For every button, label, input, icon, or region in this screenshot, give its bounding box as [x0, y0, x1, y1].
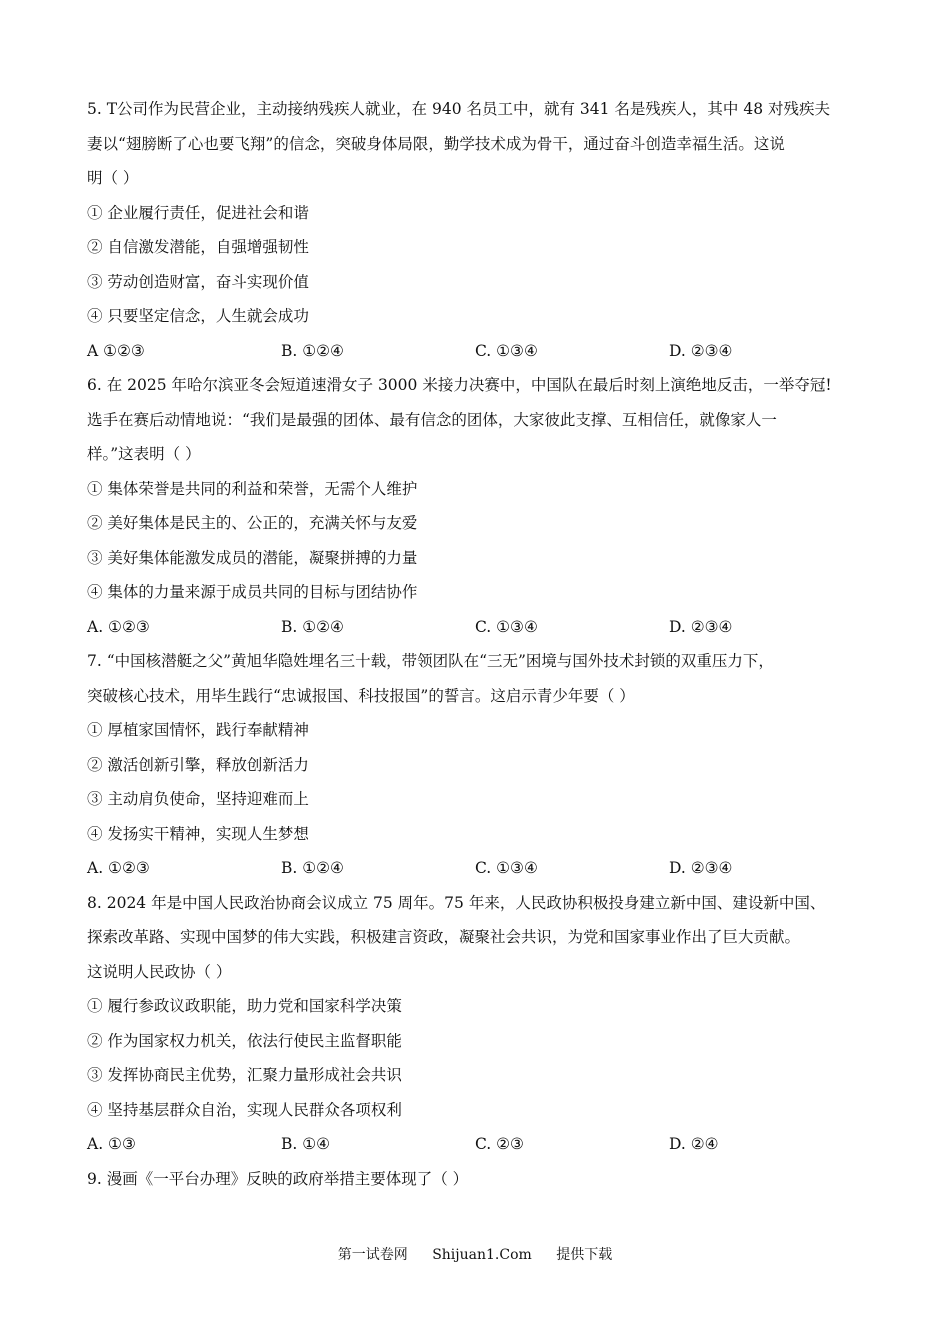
question-9: [87, 1162, 862, 1197]
choice-d[interactable]: D. ②③④: [669, 341, 733, 360]
question-stem-line: 5. T公司作为民营企业，主动接纳残疾人就业，在 940 名员工中，就有 341 名是残疾人，其中 48 对残疾夫: [87, 100, 831, 118]
option-4: ④ 集体的力量来源于成员共同的目标与团结协作: [87, 583, 418, 601]
option-3: ③ 美好集体能激发成员的潜能，凝聚拼搏的力量: [87, 548, 418, 567]
option-1: ① 企业履行责任，促进社会和谐: [87, 203, 309, 222]
choice-c[interactable]: C. ①③④: [475, 617, 538, 636]
choice-d[interactable]: D. ②④: [669, 1135, 719, 1153]
option-2: ② 自信激发潜能，自强增强韧性: [87, 238, 309, 256]
choice-b[interactable]: B. ①②④: [281, 859, 344, 877]
choice-d[interactable]: D. ②③④: [669, 617, 733, 636]
choice-c[interactable]: C. ①③④: [475, 859, 538, 877]
question-8: [87, 886, 862, 1162]
question-5: [87, 92, 862, 368]
question-stem-line: 突破核心技术，用毕生践行“忠诚报国、科技报国”的誓言。这启示青少年要（ ）: [87, 686, 635, 705]
choice-c[interactable]: C. ①③④: [475, 341, 538, 360]
choice-a[interactable]: A. ①②③: [87, 617, 150, 636]
answer-choices: [87, 1127, 862, 1162]
option-4: ④ 坚持基层群众自治，实现人民群众各项权利: [87, 1100, 402, 1119]
footer-note: 提供下载: [556, 1247, 613, 1263]
question-stem-line: 选手在赛后动情地说：“我们是最强的团体、最有信念的团体，大家彼此支撑、互相信任，就像家人一: [87, 410, 777, 429]
option-2: ② 美好集体是民主的、公正的，充满关怀与友爱: [87, 514, 418, 532]
choice-c[interactable]: C. ②③: [475, 1135, 524, 1153]
question-7: [87, 644, 862, 886]
question-6: [87, 368, 862, 644]
option-3: ③ 主动肩负使命，坚持迎难而上: [87, 790, 309, 808]
exam-content: [87, 92, 862, 1196]
question-stem-line: 明（ ）: [87, 169, 139, 187]
option-2: ② 激活创新引擎，释放创新活力: [87, 755, 309, 774]
answer-choices: [87, 610, 862, 645]
question-stem-line: 探索改革路、实现中国梦的伟大实践，积极建言资政，凝聚社会共识，为党和国家事业作出了巨大贡献。: [87, 928, 801, 946]
option-1: ① 履行参政议政职能，助力党和国家科学决策: [87, 997, 402, 1015]
option-1: ① 厚植家国情怀，践行奉献精神: [87, 721, 309, 739]
choice-b[interactable]: B. ①②④: [281, 341, 344, 360]
question-stem-line: 6. 在 2025 年哈尔滨亚冬会短道速滑女子 3000 米接力决赛中，中国队在最后时刻上演绝地反击，一举夺冠!: [87, 376, 832, 394]
option-1: ① 集体荣誉是共同的利益和荣誉，无需个人维护: [87, 479, 418, 498]
question-stem-line: 7. “中国核潜艇之父”黄旭华隐姓埋名三十载，带领团队在“三无”困境与国外技术封锁的双重压力下，: [87, 652, 774, 670]
choice-d[interactable]: D. ②③④: [669, 859, 733, 877]
choice-a[interactable]: A. ①③: [87, 1135, 136, 1153]
question-stem-line: 这说明人民政协（ ）: [87, 962, 232, 981]
page-footer: [0, 1245, 950, 1265]
question-stem-line: 8. 2024 年是中国人民政治协商会议成立 75 周年。75 年来，人民政协积极投身建立新中国、建设新中国、: [87, 893, 826, 912]
choice-b[interactable]: B. ①②④: [281, 617, 344, 636]
option-4: ④ 发扬实干精神，实现人生梦想: [87, 824, 309, 843]
option-2: ② 作为国家权力机关，依法行使民主监督职能: [87, 1031, 402, 1050]
option-3: ③ 劳动创造财富，奋斗实现价值: [87, 272, 309, 291]
answer-choices: [87, 334, 862, 369]
option-4: ④ 只要坚定信念，人生就会成功: [87, 307, 309, 325]
choice-a[interactable]: A ①②③: [87, 341, 145, 360]
option-3: ③ 发挥协商民主优势，汇聚力量形成社会共识: [87, 1066, 402, 1084]
question-stem-line: 妻以“翅膀断了心也要飞翔”的信念，突破身体局限，勤学技术成为骨干，通过奋斗创造幸福生活。这说: [87, 134, 785, 153]
choice-b[interactable]: B. ①④: [281, 1135, 331, 1153]
choice-a[interactable]: A. ①②③: [87, 859, 150, 877]
footer-site-name: 第一试卷网: [337, 1247, 408, 1263]
question-stem-line: 9. 漫画《一平台办理》反映的政府举措主要体现了（ ）: [87, 1169, 469, 1188]
footer-domain[interactable]: Shijuan1.Com: [432, 1247, 532, 1263]
question-stem-line: 样。”这表明（ ）: [87, 445, 201, 463]
answer-choices: [87, 851, 862, 886]
